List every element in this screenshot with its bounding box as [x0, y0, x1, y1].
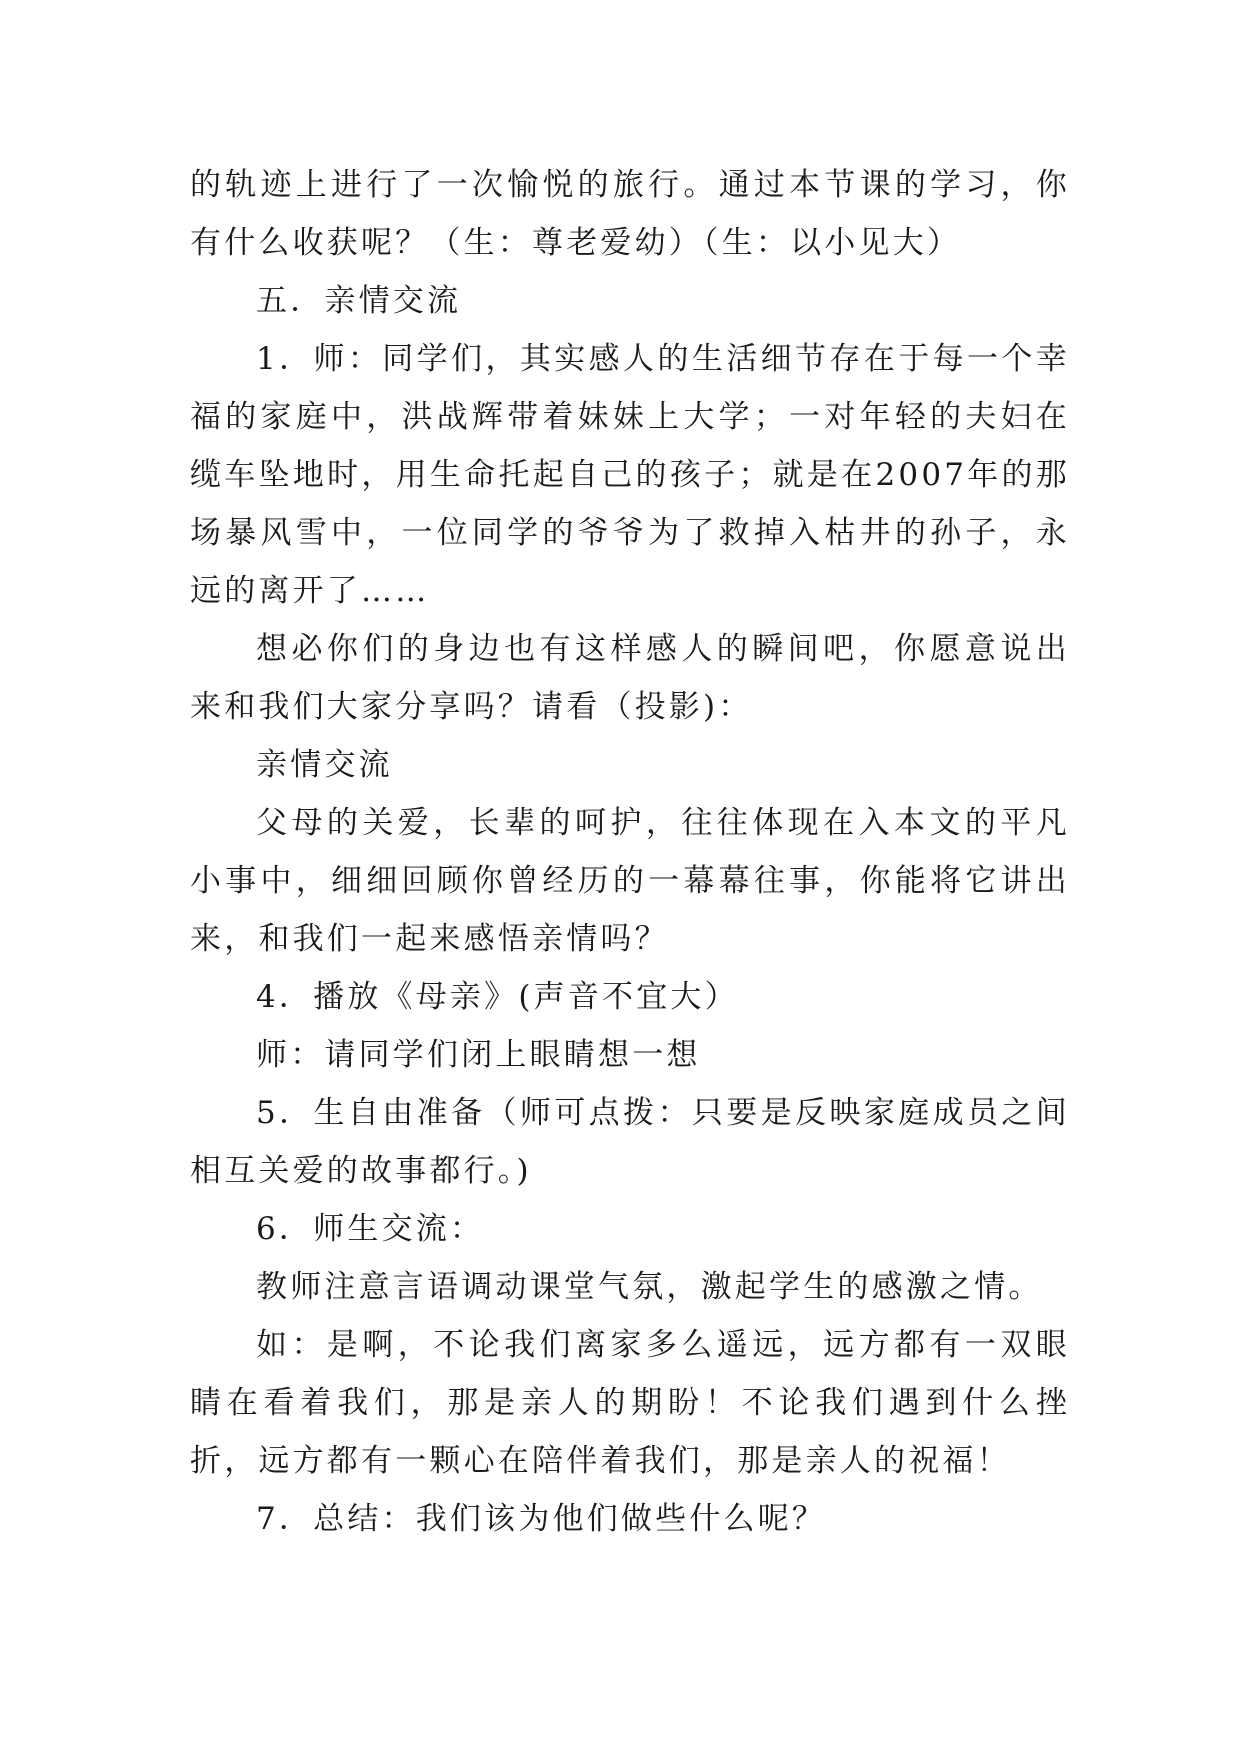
projection-title: 亲情交流	[256, 747, 393, 783]
paragraph: 想必你们的身边也有这样感人的瞬间吧，你愿意说出来和我们大家分享吗？请看（投影)：	[190, 631, 1070, 725]
paragraph: 1．师：同学们，其实感人的生活细节存在于每一个幸福的家庭中，洪战辉带着妹妹上大学；一对年轻的夫妇在缆车坠地时，用生命托起自己的孩子；就是在2007年的那场暴风雪中，一位同学的爷爷为了救掉入枯井的孙子，永远的离开了……	[190, 341, 1070, 609]
paragraph: 如：是啊，不论我们离家多么遥远，远方都有一双眼睛在看着我们，那是亲人的期盼！不论我们遇到什么挫折，远方都有一颗心在陪伴着我们，那是亲人的祝福！	[190, 1327, 1070, 1479]
paragraph: 教师注意言语调动课堂气氛，激起学生的感激之情。	[256, 1269, 1043, 1305]
list-item: 6．师生交流：	[256, 1211, 485, 1247]
paragraph: 师：请同学们闭上眼睛想一想	[256, 1037, 701, 1073]
paragraph: 父母的关爱，长辈的呵护，往往体现在入本文的平凡小事中，细细回顾你曾经历的一幕幕往事，你能将它讲出来，和我们一起来感悟亲情吗？	[190, 805, 1070, 957]
list-item: 7．总结：我们该为他们做些什么呢？	[256, 1501, 827, 1537]
document-body	[190, 156, 1070, 1548]
paragraph: 的轨迹上进行了一次愉悦的旅行。通过本节课的学习，你有什么收获呢？（生：尊老爱幼）（生：以小见大）	[190, 167, 1070, 261]
section-heading: 五．亲情交流	[256, 283, 462, 319]
list-item: 5．生自由准备（师可点拨：只要是反映家庭成员之间相互关爱的故事都行。)	[190, 1095, 1070, 1189]
list-item: 4．播放《母亲》(声音不宜大）	[256, 979, 739, 1015]
